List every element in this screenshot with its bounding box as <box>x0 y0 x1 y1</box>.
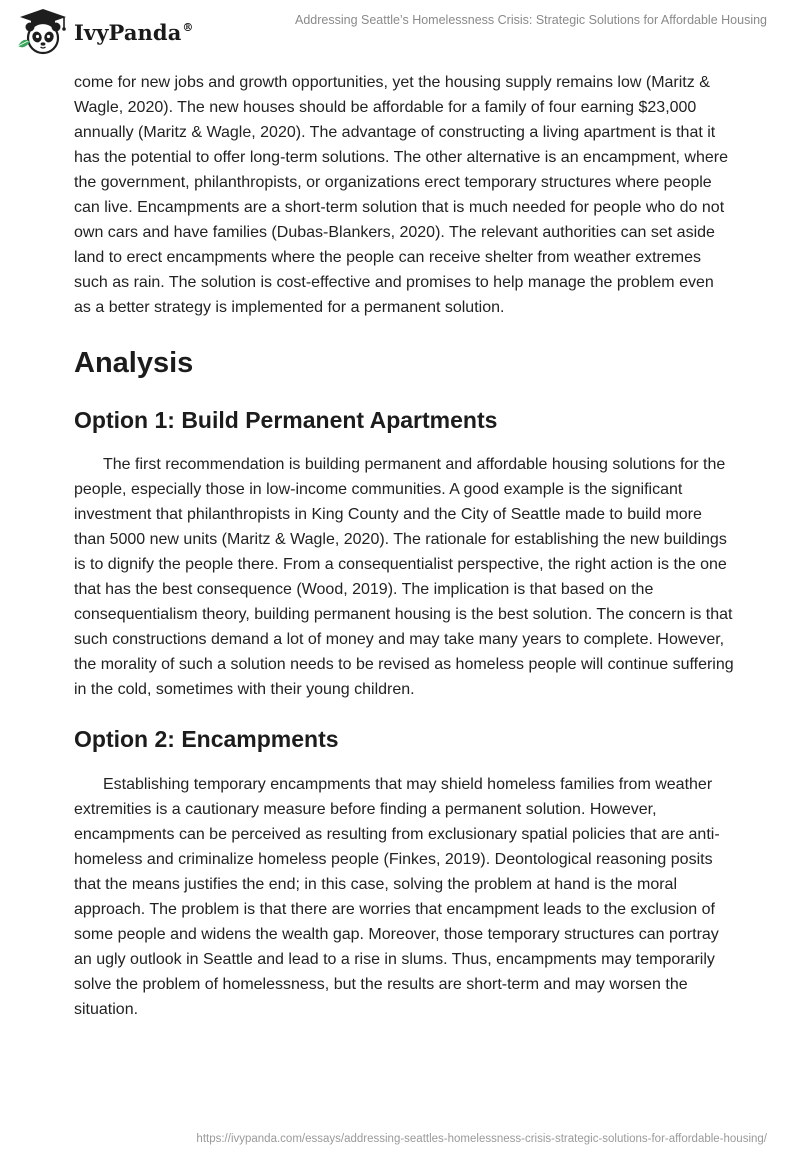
logo-wordmark: IvyPanda® <box>74 19 194 45</box>
analysis-heading: Analysis <box>74 347 194 379</box>
source-url[interactable]: https://ivypanda.com/essays/addressing-seattles-homelessness-crisis-strategic-solutions-for-affordable-housing/ <box>196 1133 767 1145</box>
option2-paragraph: Establishing temporary encampments that may shield homeless families from weather extremities is a cautionary measure before finding a permanent solution. However, encampments can be perceived as resulting from exclusionary spatial policies that are anti-homeless and criminalize homeless people (Finkes, 2019). Deontological reasoning posits that the means justifies the end; in this case, solving the problem at hand is the moral approach. The problem is that there are worries that encampment leads to the exclusion of some people and widens the wealth gap. Moreover, those temporary structures can portray an ugly outlook in Seattle and lead to a rise in slums. Thus, encampments may temporarily solve the problem of homelessness, but the results are short-term and may worsen the situation. <box>74 776 720 1018</box>
essay-content <box>74 70 734 1022</box>
option2-heading: Option 2: Encampments <box>74 726 339 752</box>
option1-paragraph: The first recommendation is building permanent and affordable housing solutions for the people, especially those in low-income communities. A good example is the significant investment that philanthropists in King County and the City of Seattle made to build more than 5000 new units (Maritz & Wagle, 2020). The rationale for establishing the new buildings is to dignify the people there. From a consequentialist perspective, the right action is the one that has the best consequence (Wood, 2019). The implication is that based on the consequentialism theory, building permanent housing is the best solution. The concern is that such constructions demand a lot of money and may take many years to complete. However, the morality of such a solution needs to be revised as homeless people will continue suffering in the cold, sometimes with their young children. <box>74 456 734 698</box>
page-header <box>0 0 800 70</box>
panda-graduate-icon <box>14 6 72 56</box>
running-title: Addressing Seattle’s Homelessness Crisis: Strategic Solutions for Affordable Housing <box>295 13 767 27</box>
intro-paragraph: come for new jobs and growth opportunities, yet the housing supply remains low (Maritz & Wagle, 2020). The new houses should be affordable for a family of four earning $23,000 annually (Maritz & Wagle, 2020). The advantage of constructing a living apartment is that it has the potential to offer long-term solutions. The other alternative is an encampment, where the government, philanthropists, or organizations erect temporary structures where people can live. Encampments are a short-term solution that is much needed for people who do not own cars and have families (Dubas-Blankers, 2020). The relevant authorities can set aside land to erect encampments where the people can receive shelter from weather extremes such as rain. The solution is cost-effective and promises to help manage the problem even as a better strategy is implemented for a permanent solution. <box>74 74 728 316</box>
ivypanda-logo[interactable] <box>14 6 194 56</box>
option1-heading: Option 1: Build Permanent Apartments <box>74 407 498 433</box>
